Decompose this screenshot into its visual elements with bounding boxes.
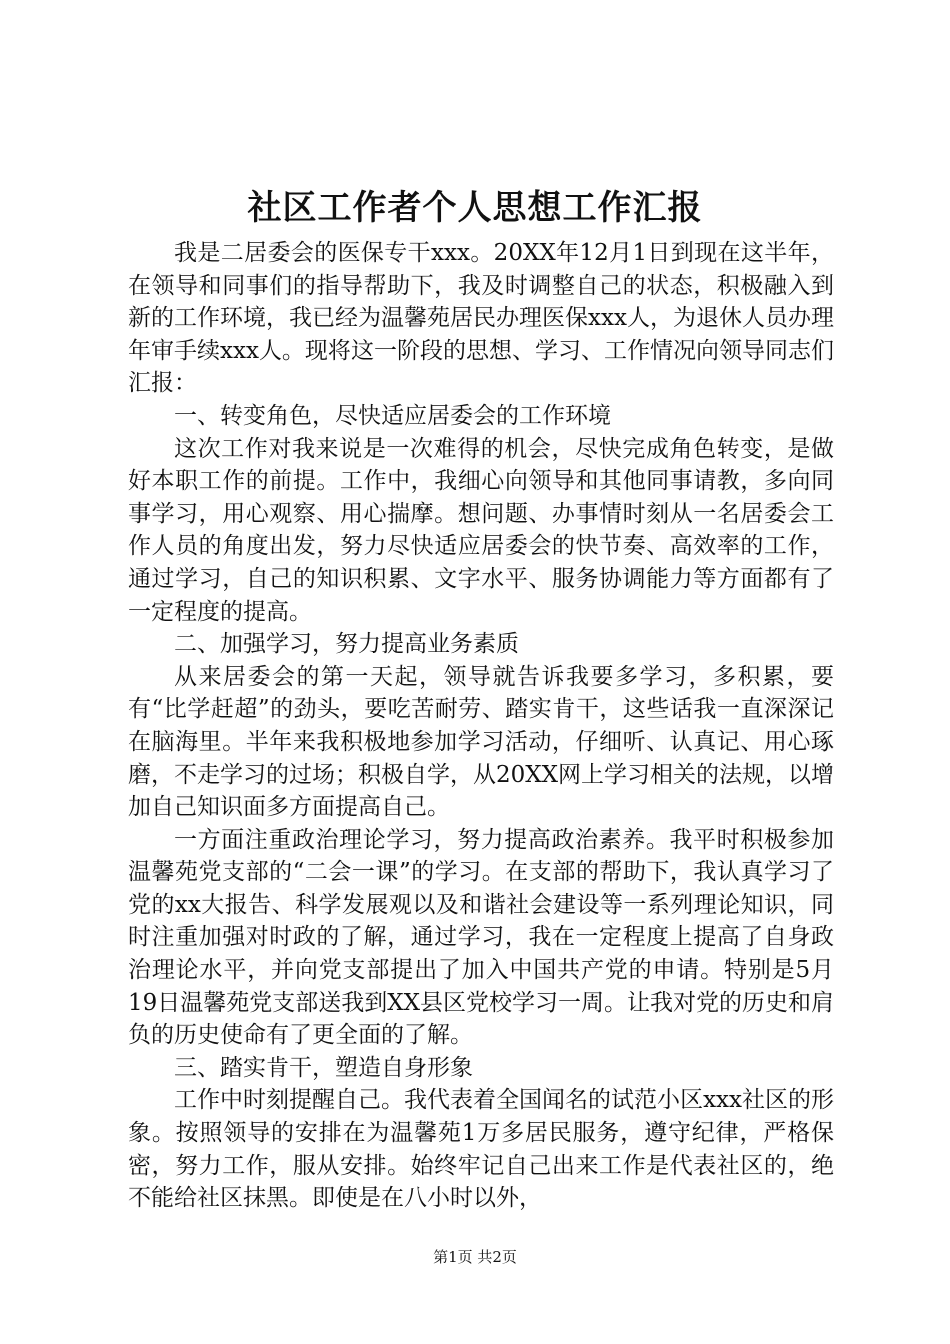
section-2-paragraph-1: 从来居委会的第一天起，领导就告诉我要多学习，多积累，要有“比学赶超”的劲头，要吃苦耐劳、踏实肯干，这些话我一直深深记在脑海里。半年来我积极地参加学习活动，仔细听、认真记、用心琢磨，不走学习的过场；积极自学，从20XX网上学习相关的法规，以增加自己知识面多方面提高自己。 [128, 663, 835, 821]
intro-paragraph: 我是二居委会的医保专干xxx。20XX年12月1日到现在这半年，在领导和同事们的指导帮助下，我及时调整自己的状态，积极融入到新的工作环境，我已经为温馨苑居民办理医保xxx人，为退休人员办理年审手续xxx人。现将这一阶段的思想、学习、工作情况向领导同志们汇报： [128, 240, 834, 397]
section-heading-1: 一、转变角色，尽快适应居委会的工作环境 [174, 402, 611, 429]
section-1-paragraph: 这次工作对我来说是一次难得的机会，尽快完成角色转变，是做好本职工作的前提。工作中，我细心向领导和其他同事请教，多向同事学习，用心观察、用心揣摩。想问题、办事情时刻从一名居委会工作人员的角度出发，努力尽快适应居委会的快节奏、高效率的工作，通过学习，自己的知识积累、文字水平、服务协调能力等方面都有了一定程度的提高。 [128, 435, 834, 625]
page-footer: 第1页 共2页 [433, 1248, 517, 1266]
document-body [128, 237, 834, 1215]
section-heading-3: 三、踏实肯干，塑造自身形象 [174, 1054, 473, 1081]
section-3-paragraph: 工作中时刻提醒自己。我代表着全国闻名的试范小区xxx社区的形象。按照领导的安排在为温馨苑1万多居民服务，遵守纪律，严格保密，努力工作，服从安排。始终牢记自己出来工作是代表社区的，绝不能给社区抹黑。即使是在八小时以外， [128, 1087, 834, 1212]
section-heading-2: 二、加强学习，努力提高业务素质 [174, 631, 519, 658]
section-2-paragraph-2: 一方面注重政治理论学习，努力提高政治素养。我平时积极参加温馨苑党支部的“二会一课”的学习。在支部的帮助下，我认真学习了党的xx大报告、科学发展观以及和谐社会建设等一系列理论知识，同时注重加强对时政的了解，通过学习，我在一定程度上提高了自身政治理论水平，并向党支部提出了加入中国共产党的申请。特别是5月19日温馨苑党支部送我到XX县区党校学习一周。让我对党的历史和肩负的历史使命有了更全面的了解。 [128, 826, 835, 1049]
document-title: 社区工作者个人思想工作汇报 [247, 188, 703, 228]
